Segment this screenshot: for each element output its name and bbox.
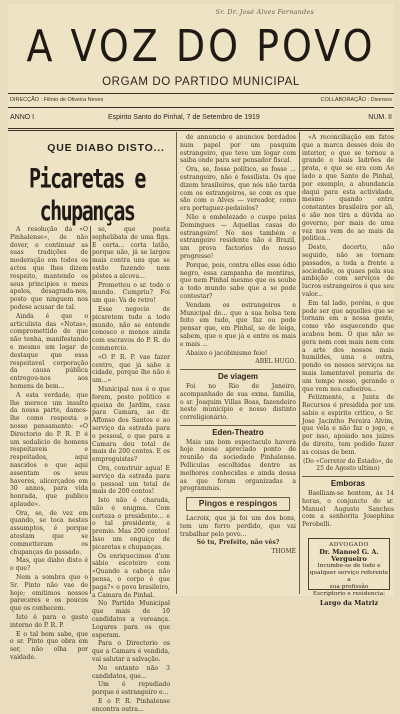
paragraph: Deste, decerto, não seguido, não se tornam passados, a toda a frente a sociedade, os quaes pela sua ambição com serviços de lucros estrangeiros é que seu valor... xyxy=(302,244,394,298)
ad-line: Incumbe-se de todo e xyxy=(317,563,381,569)
paragraph: Mas, que diabo disto é o que? xyxy=(10,557,88,573)
lawyer-advertisement xyxy=(308,538,390,607)
paragraph: Prometteu o sr. todo o mundo. Cumpriu? Foi um que: Va de retro! xyxy=(92,281,170,305)
masthead-title: A VOZ DO POVO xyxy=(26,20,376,72)
travel-text: Foi no Rio de Janeiro, acompanhado de sua exma. familia, o sr. Joaquim Villas Boas, fazendeiro neste município e nosso distinto correligionário. xyxy=(180,382,296,422)
handwritten-signature: Sr. Dr. José Alves Fernandes xyxy=(215,8,314,16)
paragraph: «O P. R. P. vae fazer centro, que já sabe a cidade, porque lhe não é um...» xyxy=(92,353,170,385)
paragraph: se, que poeta sephelibata de uma figa. E certa... corta latão, porque não, já se largou mais contra uns que se estão fazendo nem pôstes a alcova... xyxy=(92,226,170,280)
issue-number: NUM. II xyxy=(368,114,392,121)
article-column-1 xyxy=(10,226,88,662)
paragraph: Ainda é que o articulista das «Notas», compromettido de que não tenha, manifestando e mesmo um logar de destaque que essa respeitavel corporação da causa pública entregou-nos aos homens de bem... xyxy=(10,312,88,390)
pingos-box xyxy=(186,497,290,511)
paragraph: Ora, se, de vez em quando, se toca nestes assumptos, é porque atestam que se commetteram os chupanças do passado. xyxy=(10,509,88,556)
article-headline: Picaretas e chupanças xyxy=(29,162,145,227)
source-note: (Do «Corretor do Estado», de 25 de Agosto ultimo) xyxy=(303,457,393,473)
births-heading: Emboras xyxy=(330,479,366,489)
column-3 xyxy=(180,134,296,594)
rule-mid xyxy=(8,107,394,108)
paragraph: A esta verdade, que lhe merece um insulto da nossa parte, damos-lhe como resposta o nosso pensamento: «O Directorio do P. R. P. é um sodalicio de homens respeitaveis e respeitados, aqui nascidos e que aqui assentam os seus haveres, alicerçados em 30 annos, para vida honrada, que publico aplaude». xyxy=(10,391,88,508)
meta-line xyxy=(8,94,394,106)
article-signature: ABEL HUGO. xyxy=(255,358,296,366)
theatre-heading: Eden-Theatro xyxy=(212,427,264,437)
paragraph: Ora, se, fosse político, se fosse ... estrangeiro, não é fossilista. Os que dizem brasileiros, que nós não tarda com os estrangeiros, se com os que são com o Alves — vereador, como era portuguez-pedaiolos? xyxy=(180,166,296,213)
paragraph: Vendam os estrangeiros e Municipal de... que a sua bolsa tem feito em tudo, que faz ou pode pensar que, em Pinhal, se de leiga, sabem, que o que já e entre os mais e mais ... xyxy=(180,301,296,348)
paragraph: A resolução da «O Pinhalense», de não dover, e continuar as suas tradições de moderação em todos os actos que lhes dizem respeito, mantendo os seus principios e meus apelos, desagrada-nos, posto que ninguem nos podese acusar de tal. xyxy=(10,226,88,311)
article-column-2 xyxy=(92,226,170,713)
paragraph: de annuncio e anuncios bordados num papel por um pasquim estrangeiro, que teve um logar com saiba onde para ser pensador fiscal. xyxy=(180,134,296,165)
column-divider-2 xyxy=(176,132,177,594)
issue-year: ANNO I xyxy=(10,114,35,121)
paragraph: Abaixo o jacobinismo feio! xyxy=(186,349,268,357)
paragraph: Para o Directorio os que a Camara é vendida, vai salutar a salvação. xyxy=(92,640,170,664)
newspaper-page xyxy=(8,4,394,713)
paragraph: Porque, pois, contra elles esse ódio negro, essa campanha de mentiras, que nem Pinhal mesmo que os soube a todo mundo sabe que a se pode contestar? xyxy=(180,261,296,300)
pingos-line: Lacroix, que já foi um dos bons, tem um ferro perdido, que vai trabalhar pelo povo... xyxy=(180,515,296,538)
paragraph: Nem a sombra que o Sr. Pinto não vae de hoje; emitimos nossos pareceres e os poucos que os conhecem. xyxy=(10,574,88,613)
pingos-signature: THOMÉ xyxy=(271,548,296,556)
paragraph: E o tal bom sabe, que o sr. Pinto que obra em ser, não olha por vaidade. xyxy=(10,630,88,662)
ad-location: Largo da Matriz xyxy=(319,599,379,607)
ad-line: qualquer serviço referente a xyxy=(309,570,389,583)
section-divider xyxy=(302,476,394,477)
paragraph: Não e embelezado o cuspe pelas Domingues — Aquellas casas do estrangeiro! No nos também e estrangeiro residente não é Brazil, um prova factorios do nosso progresso! xyxy=(180,213,296,260)
paragraph: Municipal nos é o que forem, posto politico e queixa de Jardim, casa para Camara, ao dr. Affonso dos Santos e ao serviço da estrada para o pessoal, o que para a Camara deu total de mais de 200 contos. E os empreguistas? xyxy=(92,385,170,464)
column-divider-3 xyxy=(299,132,300,594)
paragraph: «A reconciliação em fatos que a marca desses dois do interior, o que se tornou a grande o leais ladrões de prata, e que se era com Ao lado a que Santo de Pinhal, por exemplo, a abundancia daqui para esta actividade, mesmo quando entra constantes brasileira por ali, e são nos tira a dúvida ao governo, por mais de uma vez nos vem de ao mais da politica... xyxy=(302,134,394,243)
paragraph: Em tal lado, porém, o que pode ser que aquelles que se tornam em a nossa gente, como vão esquecendo que acabou bem. O que não se gera nem com mais nem com a arte dos nossos mais humildes, uma e outra, pondo os nossos serviços na mais lamentavel penuria de um tempo nosso, gerando o que vem nos cafeeiros... xyxy=(302,299,394,393)
direction-label: DIRECÇÃO : Filinto de Oliveira Neves xyxy=(10,97,104,103)
issue-place-date: Espirito Santo do Pinhal, 7 de Setembro de 1919 xyxy=(108,114,260,121)
paragraph: Isto não é charada, não é enigma. Com certeza o presidente... e o tal presidente, a premio. Mas 200 contos! Isso um enguiço de picaretas e chupanças. xyxy=(92,497,170,551)
paragraph: Isto é para o gasto interno do P. R. P. xyxy=(10,614,88,629)
paragraph: Ora, construir agua! E serviço da estrada para o pessoal um total de mais de 200 contos! xyxy=(92,464,170,496)
paragraph: Esse negocio de picaretem tudo a todo mundo, não se entende conosco e menos ainda com escravos do P. R. do commercio. xyxy=(92,305,170,352)
paragraph: No Partido Municipal que mais de 10 candidatos a vereança. Logares para os que esperam. xyxy=(92,600,170,639)
paragraph: Os enriquecimos d'um sábio escoteiro com «Quando a cabeça não pensa, o corpo é que paga?» o povo brasileiro, a Camara do Pinhal. xyxy=(92,552,170,599)
rule-under-issue-2 xyxy=(8,130,394,131)
section-divider xyxy=(180,369,296,370)
theatre-text: Mais um bom espectaculo haverá hoje nesse apreciado ponto de reunião da sociedade Pinhalense. Pelliculas escolhidas dentre as melhores conhecidas e ainda dessa as que foram organizadas a programmas. xyxy=(180,438,296,493)
ad-name: Dr. Manoel G. A. Vergueiro xyxy=(319,548,379,563)
ad-line: Escriptorio e residencia: xyxy=(312,591,386,597)
column-divider-1 xyxy=(90,226,91,594)
ad-label: ADVOGADO xyxy=(329,542,369,548)
rule-under-issue xyxy=(8,128,394,129)
births-text: Baelliam-se hontem, às 14 horas, o conjuncto do sr. Manuel Augusto Sanches com a senhorita Josephina Perobelli. xyxy=(302,490,394,529)
masthead-subtitle: ORGAM DO PARTIDO MUNICIPAL xyxy=(102,76,300,88)
paragraph: No entanto não 3 candidatos, que... xyxy=(92,664,170,680)
collaboration-label: COLLABORAÇÃO : Diversos xyxy=(320,97,392,103)
ad-line: sua profissão xyxy=(329,584,369,590)
article-kicker: QUE DIABO DISTO... xyxy=(47,142,165,154)
paragraph: Um é repudiado porque é estrangeiro e... xyxy=(92,681,170,697)
column-4 xyxy=(302,134,394,534)
section-divider xyxy=(180,425,296,426)
issue-line xyxy=(8,112,394,126)
pingos-line: Só tu, Prefeito, não vês? xyxy=(196,539,280,547)
travel-heading: De viagem xyxy=(217,372,259,382)
paragraph: E o P. R. Pinhalense encontra outra... xyxy=(92,698,170,713)
paragraph: Felizmente, a Junta de Recursos é presidida por um sabio e espirito critico, o Sr. Jose Jacintho Pereira Alvim, que vela e não faz o jogo, e por isso, apoiado nos juizes de direito, tem podido fazer as coisas de bem. xyxy=(302,394,394,456)
pingos-title: Pingos e respingos xyxy=(198,498,278,509)
